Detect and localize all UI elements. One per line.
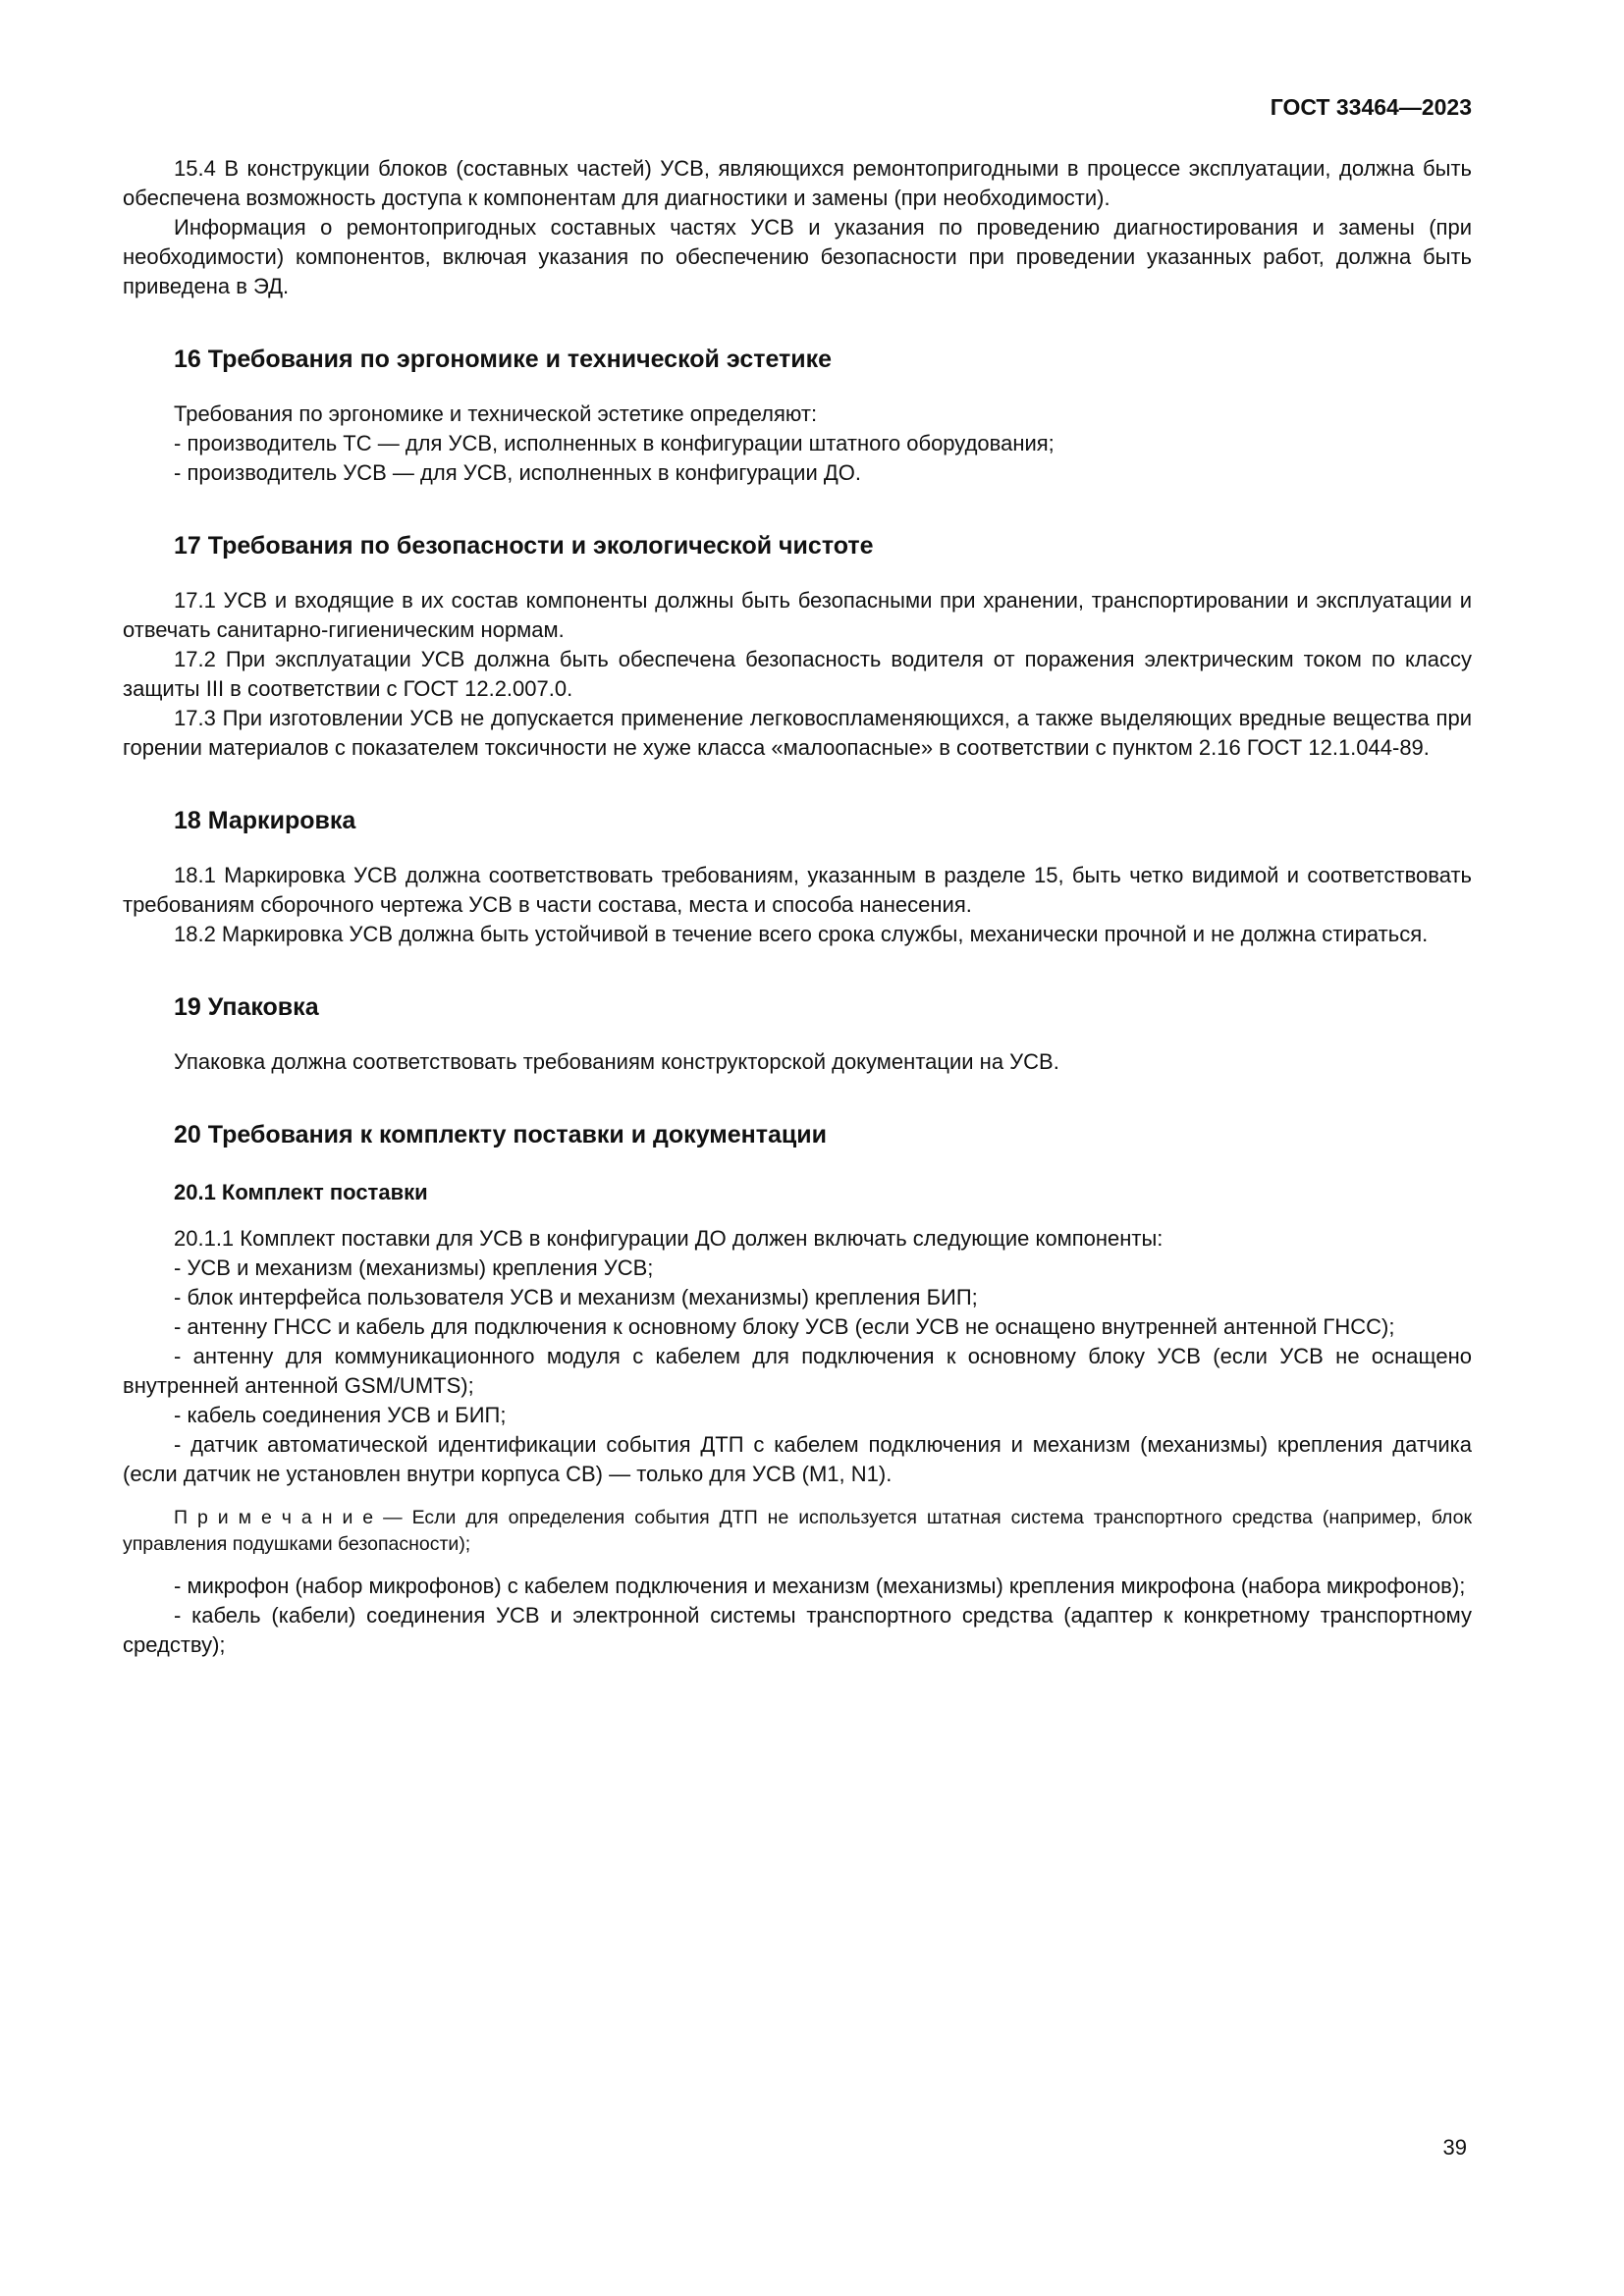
clause-20-1-1-intro: 20.1.1 Комплект поставки для УСВ в конфигурации ДО должен включать следующие компоненты: xyxy=(174,1226,1164,1251)
section-19-paragraph: Упаковка должна соответствовать требованиям конструкторской документации на УСВ. xyxy=(174,1049,1059,1074)
subsection-20-1-heading: 20.1 Комплект поставки xyxy=(174,1180,428,1204)
page-header xyxy=(123,94,1472,121)
supply-list-item: - микрофон (набор микрофонов) с кабелем подключения и механизм (механизмы) крепления микрофона (набора микрофонов); xyxy=(174,1574,1466,1598)
note-text: П р и м е ч а н и е — Если для определения события ДТП не используется штатная система транспортного средства (например, блок управления подушками безопасности); xyxy=(123,1507,1472,1555)
supply-list-item: - датчик автоматической идентификации события ДТП с кабелем подключения и механизм (механизмы) крепления датчика (если датчик не установлен внутри корпуса СВ) — только для УСВ (M1, N1). xyxy=(123,1432,1472,1486)
supply-list-item: - кабель соединения УСВ и БИП; xyxy=(174,1403,507,1427)
section-20-heading: 20 Требования к комплекту поставки и документации xyxy=(174,1121,828,1148)
section-16-heading: 16 Требования по эргономике и технической эстетике xyxy=(174,346,833,373)
page-footer xyxy=(1443,2135,1467,2161)
doc-number: ГОСТ 33464—2023 xyxy=(1270,94,1472,120)
section-16-list-item: - производитель УСВ — для УСВ, исполненных в конфигурации ДО. xyxy=(174,460,861,485)
clause-18-1-paragraph: 18.1 Маркировка УСВ должна соответствовать требованиям, указанным в разделе 15, быть четко видимой и соответствовать требованиям сборочного чертежа УСВ в части состава, места и способа нанесения. xyxy=(123,863,1472,917)
supply-list-item: - блок интерфейса пользователя УСВ и механизм (механизмы) крепления БИП; xyxy=(174,1285,978,1309)
clause-17-2-paragraph: 17.2 При эксплуатации УСВ должна быть обеспечена безопасность водителя от поражения электрическим током по классу защиты III в соответствии с ГОСТ 12.2.007.0. xyxy=(123,647,1472,701)
clause-17-1-paragraph: 17.1 УСВ и входящие в их состав компоненты должны быть безопасными при хранении, транспортировании и эксплуатации и отвечать санитарно-гигиеническим нормам. xyxy=(123,588,1472,642)
supply-list-item: - антенну ГНСС и кабель для подключения к основному блоку УСВ (если УСВ не оснащено внутренней антенной ГНСС); xyxy=(174,1314,1395,1339)
supply-list-item: - кабель (кабели) соединения УСВ и электронной системы транспортного средства (адаптер к конкретному транспортному средству); xyxy=(123,1603,1472,1657)
section-16-list-item: - производитель ТС — для УСВ, исполненных в конфигурации штатного оборудования; xyxy=(174,431,1055,455)
clause-18-2-paragraph: 18.2 Маркировка УСВ должна быть устойчивой в течение всего срока службы, механически прочной и не должна стираться. xyxy=(174,922,1429,946)
page-number: 39 xyxy=(1442,2135,1467,2160)
supply-list-item: - УСВ и механизм (механизмы) крепления УСВ; xyxy=(174,1255,654,1280)
clause-15-4-paragraph-2: Информация о ремонтопригодных составных частях УСВ и указания по проведению диагностирования и замены (при необходимости) компонентов, включая указания по обеспечению безопасности при проведении указанных работ, должна быть приведена в ЭД. xyxy=(123,215,1472,298)
clause-17-3-paragraph: 17.3 При изготовлении УСВ не допускается применение легковоспламеняющихся, а также выделяющих вредные вещества при горении материалов с показателем токсичности не хуже класса «малоопасные» в соответствии с пунктом 2.16 ГОСТ 12.1.044-89. xyxy=(123,706,1472,760)
supply-list-item: - антенну для коммуникационного модуля с кабелем для подключения к основному блоку УСВ (если УСВ не оснащено внутренней антенной GSM/UMTS); xyxy=(123,1344,1472,1398)
clause-15-4-paragraph-1: 15.4 В конструкции блоков (составных частей) УСВ, являющихся ремонтопригодными в процессе эксплуатации, должна быть обеспечена возможность доступа к компонентам для диагностики и замены (при необходимости). xyxy=(123,156,1472,210)
section-19-heading: 19 Упаковка xyxy=(174,993,319,1021)
section-16-intro: Требования по эргономике и технической эстетике определяют: xyxy=(174,401,818,426)
section-18-heading: 18 Маркировка xyxy=(174,807,356,834)
section-17-heading: 17 Требования по безопасности и экологической чистоте xyxy=(174,532,874,560)
